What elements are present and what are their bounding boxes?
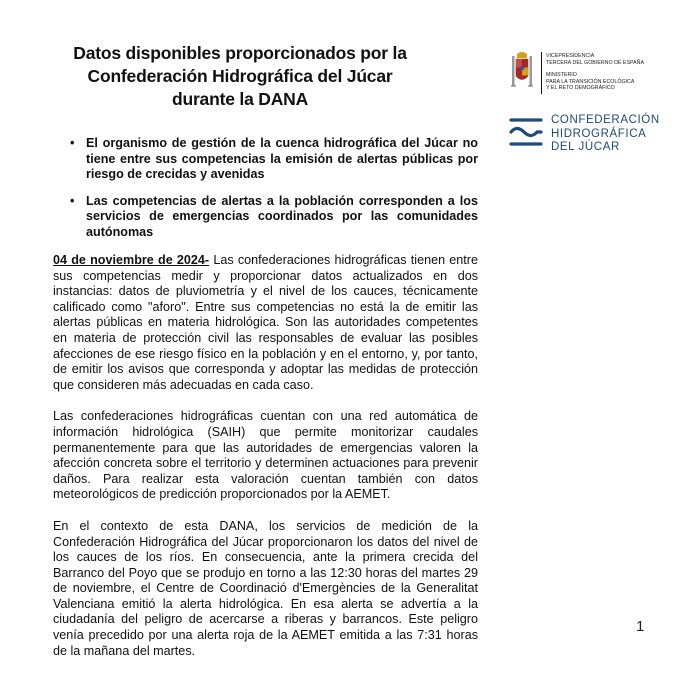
gov-ministerio-text: MINISTERIO PARA LA TRANSICIÓN ECOLÓGICA Y EL RETO DEMOGRÁFICO	[546, 72, 635, 92]
government-logo	[509, 48, 669, 100]
body-paragraph: Las confederaciones hidrográficas cuentan con una red automática de información hidrológica (SAIH) que permite monitorizar caudales permanentemente para que las autoridades de emergencias valoren la afección concreta sobre el territorio y determinen actuaciones para prevenir daños. Para realizar esta valoración cuentan también con datos meteorológicos de predicción proporcionados por la AEMET.	[53, 409, 478, 502]
chj-logo	[509, 110, 669, 158]
gov-vicepresidencia-text: VICEPRESIDENCIA TERCERA DEL GOBIERNO DE ESPAÑA	[546, 53, 645, 66]
key-point: • El organismo de gestión de la cuenca hidrográfica del Júcar no tiene entre sus competencias la emisión de alertas públicas por riesgo de crecidas y avenidas	[70, 136, 478, 183]
key-point: • Las competencias de alertas a la población corresponden a los servicios de emergencias coordinados por las comunidades autónomas	[70, 194, 478, 241]
river-waves-icon	[509, 112, 543, 152]
body-paragraph: En el contexto de esta DANA, los servicios de medición de la Confederación Hidrográfica del Júcar proporcionaron los datos del nivel de los cauces de los ríos. En consecuencia, ante la primera crecida del Barranco del Poyo que se produjo en torno a las 12:30 horas del martes 29 de noviembre, el Centre de Coordinació d'Emergències de la Generalitat Valenciana emitió la alerta hidrológica. En esa alerta se advertía a la ciudadanía del peligro de acercarse a riberas y barrancos. Este peligro venía precedido por una alerta roja de la AEMET emitida a las 7:31 horas de la mañana del martes.	[53, 518, 478, 658]
page-number: 1	[636, 618, 645, 635]
chj-name-text: CONFEDERACIÓN HIDROGRÁFICA DEL JÚCAR	[551, 114, 660, 153]
document-title: Datos disponibles proporcionados por la Confederación Hidrográfica del Júcar durante la DANA	[73, 43, 407, 109]
spain-coat-of-arms-icon	[509, 50, 535, 94]
key-points-list	[70, 136, 478, 252]
press-date: 04 de noviembre de 2024-	[53, 253, 210, 267]
body-paragraph: 04 de noviembre de 2024- Las confederaciones hidrográficas tienen entre sus competencias medir y proporcionar datos actualizados en dos instancias: datos de pluviometría y el nivel de los cauces, técnicamente calificado como "aforo". Entre sus competencias no está la de emitir las alertas públicas en materia hidrológica. Son las autoridades competentes en materia de protección civil las responsables de evaluar las posibles afecciones de ese riesgo físico en la población y en el entorno, y, por tanto, de emitir los avisos que corresponda y adoptar las medidas de protección que consideren más adecuadas en cada caso.	[53, 253, 478, 392]
logo-divider	[541, 52, 542, 94]
document-body	[53, 253, 478, 675]
